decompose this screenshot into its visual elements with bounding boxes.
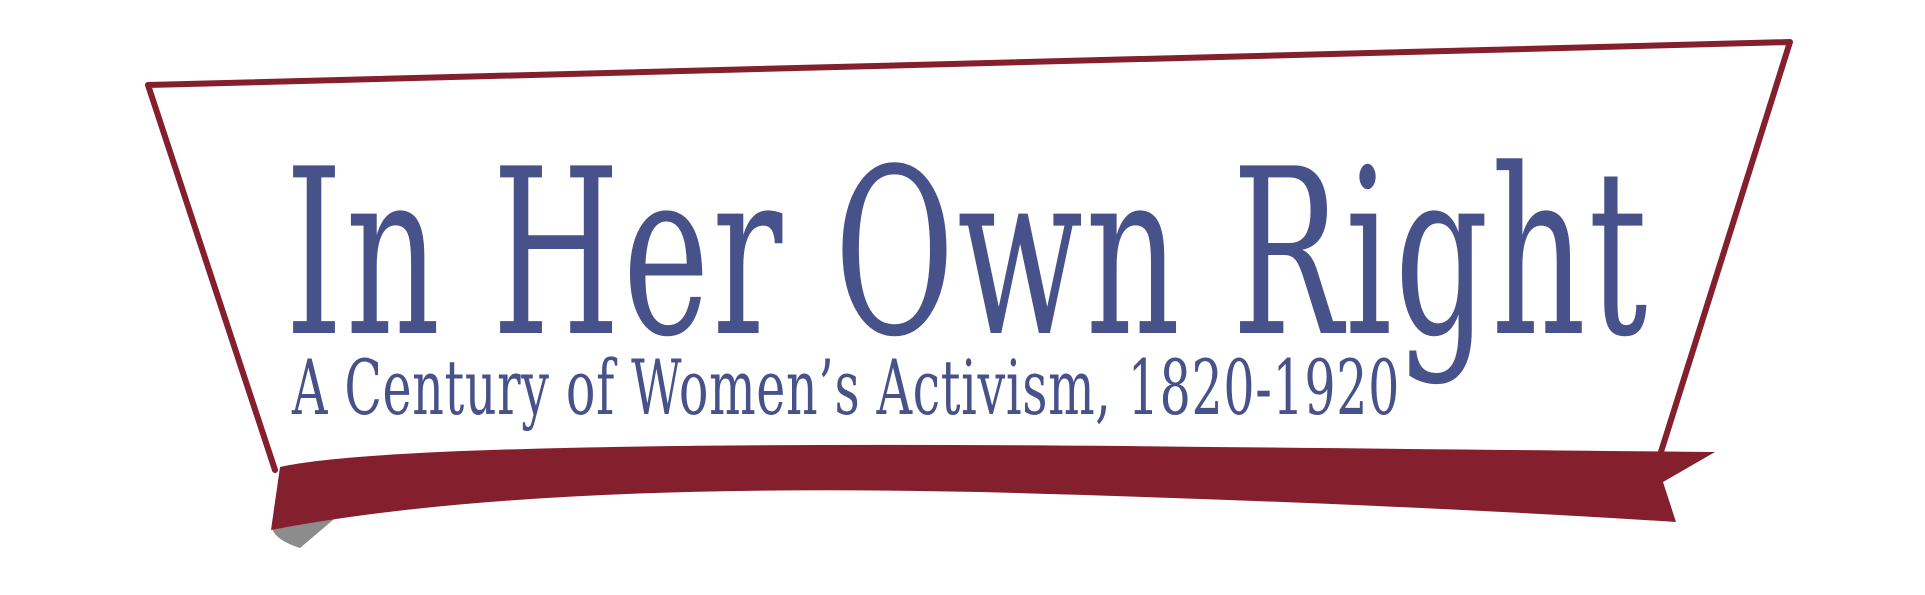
banner-title: In Her Own Right xyxy=(285,121,1650,388)
ribbon xyxy=(271,445,1715,530)
banner-subtitle: A Century of Women’s Activism, 1820-1920 xyxy=(291,343,1400,432)
